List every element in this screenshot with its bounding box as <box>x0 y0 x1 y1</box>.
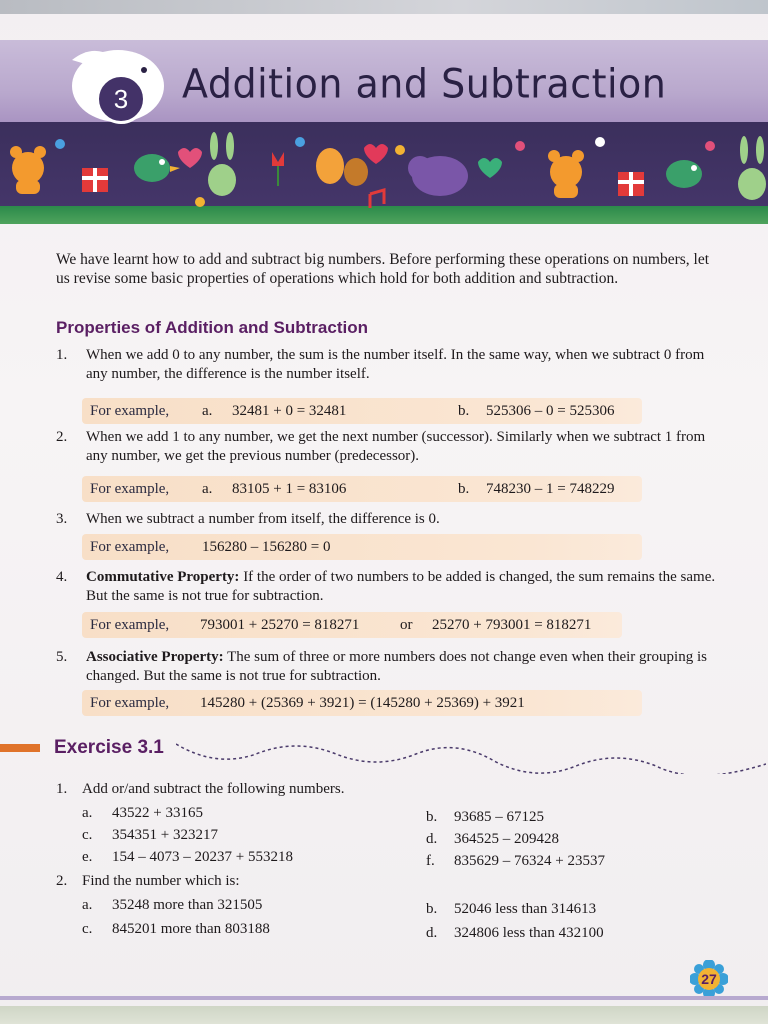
property-text: When we add 0 to any number, the sum is the number itself. In the same way, when we subtract 0 from any number, the difference is the number itself. <box>86 347 705 382</box>
item-label: c. <box>82 827 93 843</box>
tulip-icon <box>272 152 284 186</box>
question-2-text: Find the number which is: <box>82 873 240 889</box>
item-text: 835629 – 76324 + 23537 <box>454 853 605 869</box>
bunny-icon <box>738 136 766 200</box>
item-text: 354351 + 323217 <box>112 827 218 843</box>
example-label: For example, <box>90 617 170 633</box>
question-1-number: 1. <box>56 781 68 797</box>
bunny-icon <box>208 132 236 196</box>
example-box-5 <box>82 690 642 716</box>
property-body: If the order of two numbers to be added is changed, the sum remains the same. But the same is not true for subtraction. <box>86 569 716 604</box>
bird-icon <box>134 154 180 182</box>
example-label: For example, <box>90 481 170 497</box>
example-box-2 <box>82 476 642 502</box>
page-number: 27 <box>701 971 717 987</box>
example-a: 83105 + 1 = 83106 <box>232 481 347 497</box>
gift-box-icon <box>82 168 108 192</box>
question-2-number: 2. <box>56 873 68 889</box>
elephant-icon <box>408 156 468 196</box>
example-b: 525306 – 0 = 525306 <box>486 403 615 419</box>
example-a: 793001 + 25270 = 818271 <box>200 617 360 633</box>
property-text <box>86 648 716 686</box>
example-label: For example, <box>90 695 170 711</box>
example-a: 156280 – 156280 = 0 <box>202 539 331 555</box>
item-text: 93685 – 67125 <box>454 809 544 825</box>
item-label: f. <box>426 853 435 869</box>
property-text: When we add 1 to any number, we get the next number (successor). Similarly when we subtract 1 from any number, we get the previous number (predecessor). <box>86 429 706 464</box>
example-b-label: b. <box>458 403 470 419</box>
item-label: d. <box>426 831 438 847</box>
item-text: 43522 + 33165 <box>112 805 203 821</box>
property-1 <box>56 346 716 386</box>
item-label: d. <box>426 925 438 941</box>
property-2 <box>56 428 716 468</box>
exercise-marker <box>0 744 40 752</box>
example-b: 748230 – 1 = 748229 <box>486 481 615 497</box>
item-label: e. <box>82 849 93 865</box>
example-a-label: a. <box>202 403 213 419</box>
item-label: b. <box>426 901 438 917</box>
property-text: When we subtract a number from itself, the difference is 0. <box>86 511 440 527</box>
example-or: or <box>400 617 413 633</box>
item-text: 364525 – 209428 <box>454 831 559 847</box>
property-body: The sum of three or more numbers does not change even when their grouping is changed. But the same is not true for subtraction. <box>86 649 707 684</box>
teddy-bear-icon <box>10 146 46 194</box>
property-bold: Associative Property: <box>86 649 224 665</box>
question-1-text: Add or/and subtract the following numbers. <box>82 781 345 797</box>
example-label: For example, <box>90 539 170 555</box>
music-note-icon <box>370 190 384 208</box>
item-label: b. <box>426 809 438 825</box>
example-box-4 <box>82 612 622 638</box>
example-box-1 <box>82 398 642 424</box>
butterfly-icon <box>316 148 368 186</box>
property-number: 4. <box>56 569 68 585</box>
gift-box-icon <box>618 172 644 196</box>
bird-icon <box>666 160 702 188</box>
item-text: 35248 more than 321505 <box>112 897 263 913</box>
exercise-title: Exercise 3.1 <box>54 737 164 758</box>
intro-paragraph: We have learnt how to add and subtract big numbers. Before performing these operations on numbers, let us revise some basic properties of operations which hold for both addition and subtraction. <box>56 251 710 287</box>
heart-icon <box>478 158 502 178</box>
example-box-3 <box>82 534 642 560</box>
example-b: 25270 + 793001 = 818271 <box>432 617 592 633</box>
example-b-label: b. <box>458 481 470 497</box>
example-a: 145280 + (25369 + 3921) = (145280 + 25369) + 3921 <box>200 695 525 711</box>
wavy-divider <box>176 738 766 774</box>
item-label: a. <box>82 805 93 821</box>
property-4 <box>56 568 716 608</box>
item-text: 324806 less than 432100 <box>454 925 604 941</box>
property-5 <box>56 648 716 688</box>
property-number: 1. <box>56 347 68 363</box>
page-top-edge <box>0 0 768 14</box>
property-bold: Commutative Property: <box>86 569 240 585</box>
item-text: 52046 less than 314613 <box>454 901 597 917</box>
property-text <box>86 568 716 606</box>
example-label: For example, <box>90 403 170 419</box>
heart-icon <box>178 148 202 168</box>
property-number: 2. <box>56 429 68 445</box>
item-label: c. <box>82 921 93 937</box>
footer-line <box>0 996 768 1000</box>
teddy-bear-icon <box>548 150 584 198</box>
section-title: Properties of Addition and Subtraction <box>56 318 368 337</box>
property-3 <box>56 510 716 530</box>
example-a-label: a. <box>202 481 213 497</box>
header-decorations <box>0 122 768 218</box>
footer-band <box>0 1006 768 1024</box>
property-number: 3. <box>56 511 68 527</box>
heart-icon <box>364 144 388 164</box>
chapter-number-badge: 3 <box>96 74 146 124</box>
chapter-title: Addition and Subtraction <box>182 60 667 108</box>
property-number: 5. <box>56 649 68 665</box>
item-label: a. <box>82 897 93 913</box>
item-text: 845201 more than 803188 <box>112 921 270 937</box>
example-a: 32481 + 0 = 32481 <box>232 403 347 419</box>
item-text: 154 – 4073 – 20237 + 553218 <box>112 849 293 865</box>
